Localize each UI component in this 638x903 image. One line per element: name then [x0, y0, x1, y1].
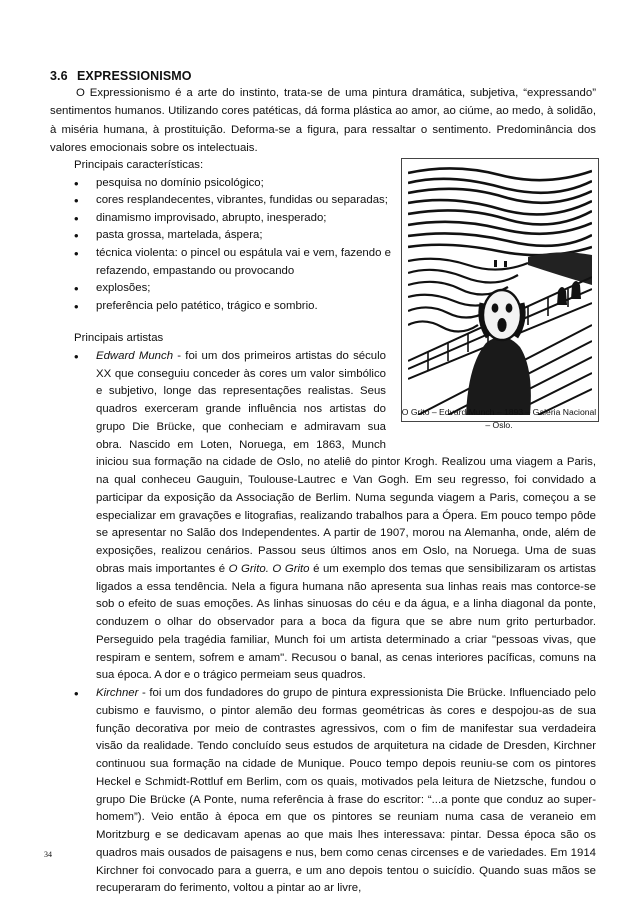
- artist-name-kirchner: Kirchner: [96, 687, 139, 699]
- list-item: • explosões;: [74, 280, 391, 298]
- artists-title: Principais artistas: [74, 332, 164, 344]
- list-item: • cores resplandecentes, vibrantes, fundidas ou separadas;: [74, 192, 391, 210]
- list-item: • pasta grossa, martelada, áspera;: [74, 227, 391, 245]
- artists-block: [74, 330, 596, 898]
- list-item: • preferência pelo patético, trágico e sombrio.: [74, 298, 391, 316]
- intro-paragraph: O Expressionismo é a arte do instinto, trata-se de uma pintura dramática, subjetiva, “expressando” sentimentos humanos. Utilizando cores patéticas, dá forma plástica ao amor, ao ciúme, ao medo, à solidão, à miséria humana, à prostituição. Deforma-se a figura, para ressaltar o sentimento. Predominância dos valores emocionais sobre os intelectuais.: [50, 87, 596, 155]
- artist-name-munch: Edward Munch: [96, 349, 174, 362]
- page-number: 34: [44, 850, 52, 859]
- kirchner-text: - foi um dos fundadores do grupo de pintura expressionista Die Brücke. Influenciado pelo cubismo e fauvismo, o pintor alemão deu formas geométricas às cores e despojou-as de sua função decorativa por meio de contrastes agressivos, com o fim de manifestar sua verdadeira visão da realidade. Tendo concluído seus estudos de arquitetura na cidade de Dresden, Kirchner continuou sua formação na cidade de Munique. Pouco tempo depois reuniu-se com os pintores Heckel e Schmidt-Rottluf em Berlim, com os quais, motivados pela leitura de Nietzsche, fundou o grupo Die Brücke (A Ponte, numa referência à frase do escritor: “...a ponte que conduz ao super-homem”). Veio então à época em que os pintores se reuniam numa casa de veraneio em Moritzburg e se dedicavam apenas ao que mais lhes interessava: pintar. Dessa época são os quadros mais ousados de paisagens e nus, bem como cenas circenses e de variedades. Em 1914 Kirchner foi convocado para a guerra, e um ano depois tentou o suicídio. Quando suas mãos se recuperaram do ferimento, voltou a pintar ao ar livre,: [96, 687, 596, 895]
- section-number: 3.6: [50, 69, 68, 83]
- list-item: • dinamismo improvisado, abrupto, inesperado;: [74, 210, 391, 228]
- list-item-kirchner: [74, 685, 596, 898]
- artwork-caption: O Grito – Edvard Munch – 1893 – Galeria Nacional – Oslo.: [401, 407, 597, 430]
- section-heading: [50, 69, 192, 83]
- munch-text-b: é um exemplo dos temas que sensibilizaram os artistas ligados a essa tendência. Nela a figura humana não apresenta sua linhas reais mas contorce-se sob o efeito de suas emoções. As linhas sinuosas do céu e da água, e a linha diagonal da ponte, conduzem o olhar do observador para a boca da figura que se abre num grito perturbador. Perseguido pela tragédia familiar, Munch foi um artista determinado a criar "pessoas vivas, que respiram e sentem, sofrem e amam". Recusou o banal, as cenas interiores pacíficas, comuns na sua época. A dor e o trágico permeiam seus quadros.: [96, 562, 596, 682]
- munch-work-title: O Grito. O Grito: [228, 562, 310, 575]
- section-title: EXPRESSIONISMO: [77, 69, 192, 83]
- bullet-icon: •: [74, 348, 79, 364]
- munch-text-a: - foi um dos primeiros artistas do século XX que conseguiu conceder às cores um valor simbólico e subjetivo, longe das representações realistas. Seus quadros exerceram grande influência nos artistas do grupo Die Brücke, que conheciam e admiravam sua obra. Nascido em Loten, Noruega, em 1863, Munch iniciou sua formação na cidade de Oslo, no ateliê do pintor Krogh. Realizou uma viagem a Paris, na qual conheceu Gauguin, Toulouse-Lautrec e Van Gogh. Em seu regresso, foi convidado a participar da exposição da Associação de Berlim. Numa segunda viagem a Paris, começou a se especializar em gravações e litografias, realizando trabalhos para a Ópera. Em pouco tempo pôde se apresentar no Salão dos Independentes. A partir de 1907, morou na Alemanha, onde, além de exposições, realizou cenários. Passou seus últimos anos em Oslo, na Noruega. Uma de suas obras mais importantes é: [96, 349, 596, 575]
- characteristics-list: [74, 175, 391, 316]
- list-item-munch: [74, 348, 596, 685]
- characteristics-block: [74, 157, 391, 315]
- image-wrap-space: [386, 348, 596, 453]
- bullet-icon: •: [74, 686, 79, 701]
- characteristics-title: Principais características:: [74, 159, 204, 171]
- list-item: • técnica violenta: o pincel ou espátula vai e vem, fazendo e refazendo, empastando ou provocando: [74, 245, 391, 280]
- list-item: • pesquisa no domínio psicológico;: [74, 175, 391, 193]
